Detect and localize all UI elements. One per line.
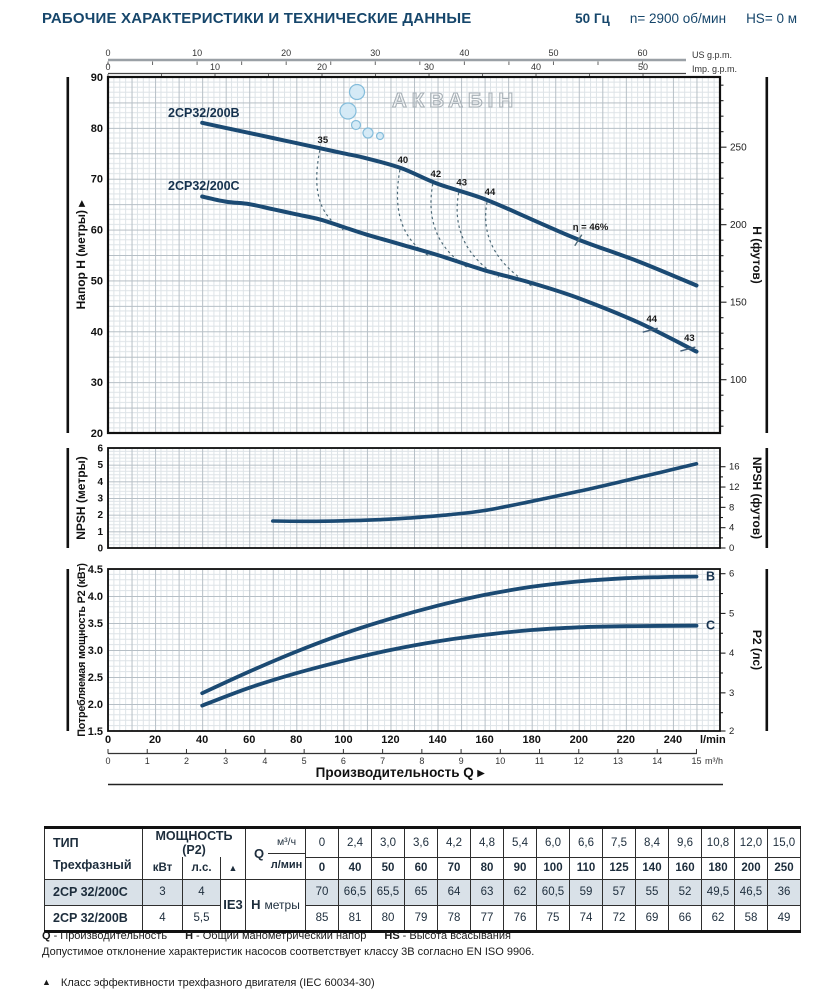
q-m3h-cell: 6,0 [537, 828, 570, 858]
svg-text:30: 30 [424, 62, 435, 72]
svg-text:NPSH (метры): NPSH (метры) [74, 456, 88, 540]
svg-text:5: 5 [97, 460, 103, 472]
svg-text:0: 0 [729, 543, 735, 554]
head-value-cell: 62 [504, 879, 537, 905]
svg-text:20: 20 [317, 62, 328, 72]
q-m3h-cell: 12,0 [735, 828, 768, 858]
q-m3h-cell: 0 [306, 828, 339, 858]
q-lpm-cell: 110 [570, 857, 603, 879]
q-lpm-cell: 0 [306, 857, 339, 879]
svg-text:6: 6 [97, 443, 103, 455]
svg-text:4.0: 4.0 [87, 591, 103, 603]
svg-text:30: 30 [370, 48, 381, 58]
svg-text:20: 20 [90, 428, 103, 440]
svg-text:60: 60 [90, 224, 103, 237]
legend-hs: HS - Высота всасывания [384, 930, 511, 942]
svg-text:2: 2 [97, 510, 103, 522]
page-title: РАБОЧИЕ ХАРАКТЕРИСТИКИ И ТЕХНИЧЕСКИЕ ДАННЫЕ [42, 10, 472, 27]
svg-text:240: 240 [663, 734, 683, 746]
head-value-cell: 69 [636, 905, 669, 931]
svg-text:11: 11 [534, 756, 545, 766]
svg-text:C: C [706, 618, 716, 633]
table-row-200B [45, 905, 801, 931]
kw-header: кВт [143, 857, 183, 879]
svg-text:80: 80 [90, 122, 103, 135]
svg-text:16: 16 [729, 461, 740, 473]
svg-text:50: 50 [548, 48, 559, 58]
svg-text:180: 180 [522, 734, 541, 746]
head-value-cell: 85 [306, 905, 339, 931]
svg-text:1: 1 [97, 526, 103, 538]
svg-text:1: 1 [144, 756, 150, 766]
head-value-cell: 78 [438, 905, 471, 931]
svg-text:Потребляемая мощность P2 (кВт): Потребляемая мощность P2 (кВт) [76, 563, 88, 737]
svg-text:2: 2 [183, 756, 189, 766]
svg-text:90: 90 [90, 72, 103, 84]
table-row-200C [45, 879, 801, 905]
svg-text:44: 44 [646, 314, 658, 326]
q-lpm-cell: 60 [405, 857, 438, 879]
head-value-cell: 81 [339, 905, 372, 931]
head-value-cell: 75 [537, 905, 570, 931]
kw-value: 4 [143, 905, 183, 931]
q-m3h-cell: 8,4 [636, 828, 669, 858]
head-value-cell: 58 [735, 905, 768, 931]
ie-class-badge: IE3 [221, 879, 246, 931]
svg-text:7: 7 [380, 756, 386, 766]
head-value-cell: 66,5 [339, 879, 372, 905]
q-lpm-cell: 180 [702, 857, 735, 879]
svg-text:30: 30 [90, 377, 103, 390]
q-m3h-cell: 4,8 [471, 828, 504, 858]
svg-text:5: 5 [729, 608, 735, 620]
svg-text:15: 15 [691, 756, 702, 766]
svg-text:9: 9 [458, 756, 464, 766]
type-header: ТИП [53, 835, 79, 850]
svg-text:m³/h: m³/h [705, 756, 723, 766]
pump-type: 2CP 32/200C [45, 879, 143, 905]
svg-text:0: 0 [97, 543, 103, 555]
q-m3h-cell: 3,0 [372, 828, 405, 858]
q-lpm-cell: 100 [537, 857, 570, 879]
triangle-icon: ▲ [42, 977, 51, 987]
svg-text:5: 5 [301, 756, 307, 766]
svg-text:50: 50 [90, 275, 103, 288]
svg-text:4: 4 [97, 476, 103, 488]
svg-text:43: 43 [456, 177, 468, 189]
q-label: Q [253, 846, 265, 862]
table-header-row-2 [45, 857, 801, 879]
q-lpm-cell: 70 [438, 857, 471, 879]
frequency-value: 50 Гц [575, 11, 610, 26]
q-m3h-cell: 6,6 [570, 828, 603, 858]
head-value-cell: 46,5 [735, 879, 768, 905]
svg-text:220: 220 [616, 734, 636, 746]
svg-text:100: 100 [730, 375, 747, 387]
footnote-efficiency: ▲ Класс эффективности трехфазного двигателя (IEC 60034-30) [42, 977, 375, 989]
hp-header: л.с. [183, 857, 221, 879]
svg-text:35: 35 [317, 135, 329, 147]
head-value-cell: 36 [768, 879, 801, 905]
svg-text:η = 46%: η = 46% [572, 222, 609, 234]
svg-text:3: 3 [729, 687, 735, 699]
q-m3h-cell: 9,6 [669, 828, 702, 858]
head-value-cell: 66 [669, 905, 702, 931]
svg-text:40: 40 [531, 62, 542, 72]
head-value-cell: 60,5 [537, 879, 570, 905]
svg-text:0: 0 [104, 734, 112, 746]
q-lpm-cell: 40 [339, 857, 372, 879]
svg-text:2CP32/200C: 2CP32/200C [168, 179, 240, 193]
q-lpm-cell: 250 [768, 857, 801, 879]
svg-text:P2 (лс): P2 (лс) [750, 629, 764, 671]
svg-text:4.5: 4.5 [87, 564, 103, 576]
head-value-cell: 55 [636, 879, 669, 905]
head-value-cell: 74 [570, 905, 603, 931]
svg-text:40: 40 [90, 326, 103, 339]
head-value-cell: 59 [570, 879, 603, 905]
svg-text:2: 2 [729, 726, 735, 737]
svg-text:Imp. g.p.m.: Imp. g.p.m. [692, 64, 738, 74]
svg-text:10: 10 [209, 62, 221, 72]
svg-text:3: 3 [223, 756, 229, 766]
q-unit-lpm: л/мин [270, 859, 303, 872]
svg-text:H (футов): H (футов) [750, 226, 764, 284]
kw-value: 3 [143, 879, 183, 905]
technical-data-table [44, 826, 801, 933]
head-value-cell: 65,5 [372, 879, 405, 905]
svg-text:Напор H (метры) ▸: Напор H (метры) ▸ [74, 200, 88, 310]
phase-header: Трехфазный [53, 857, 132, 872]
pump-type: 2CP 32/200B [45, 905, 143, 931]
head-value-cell: 62 [702, 905, 735, 931]
svg-text:40: 40 [459, 48, 470, 58]
head-value-cell: 63 [471, 879, 504, 905]
svg-text:120: 120 [381, 734, 400, 746]
svg-text:NPSH (футов): NPSH (футов) [750, 456, 764, 540]
power-header: МОЩНОСТЬ (P2) [143, 828, 246, 858]
svg-text:l/min: l/min [700, 734, 726, 746]
legend-q: Q - Производительность [42, 930, 168, 942]
hp-value: 4 [183, 879, 221, 905]
q-lpm-cell: 80 [471, 857, 504, 879]
q-m3h-cell: 7,5 [603, 828, 636, 858]
svg-text:4: 4 [262, 756, 268, 766]
q-m3h-cell: 2,4 [339, 828, 372, 858]
svg-text:АКВАБІН: АКВАБІН [392, 89, 519, 112]
svg-text:10: 10 [495, 756, 506, 766]
svg-text:200: 200 [730, 220, 747, 232]
head-value-cell: 79 [405, 905, 438, 931]
svg-text:50: 50 [638, 62, 649, 72]
head-value-cell: 76 [504, 905, 537, 931]
speed-value: n= 2900 об/мин [629, 11, 727, 26]
svg-text:60: 60 [243, 734, 256, 746]
svg-text:100: 100 [334, 734, 353, 746]
svg-text:1.5: 1.5 [87, 726, 103, 738]
svg-text:150: 150 [730, 297, 747, 309]
head-value-cell: 77 [471, 905, 504, 931]
q-lpm-cell: 50 [372, 857, 405, 879]
svg-text:42: 42 [430, 168, 442, 180]
q-lpm-cell: 200 [735, 857, 768, 879]
head-value-cell: 70 [306, 879, 339, 905]
svg-text:12: 12 [573, 756, 584, 766]
table-header-row-1 [45, 828, 801, 858]
svg-text:US g.p.m.: US g.p.m. [692, 50, 733, 60]
svg-text:3.0: 3.0 [87, 645, 103, 657]
head-value-cell: 57 [603, 879, 636, 905]
svg-text:80: 80 [290, 734, 303, 746]
svg-text:43: 43 [684, 333, 695, 345]
svg-text:60: 60 [637, 48, 648, 58]
q-m3h-cell: 5,4 [504, 828, 537, 858]
q-m3h-cell: 3,6 [405, 828, 438, 858]
type-header-cell [45, 828, 143, 880]
svg-text:2.5: 2.5 [87, 672, 103, 684]
technical-data-table-wrap [44, 826, 800, 933]
svg-text:140: 140 [428, 734, 447, 746]
suction-head-value: HS= 0 м [746, 11, 797, 26]
h-row-label [246, 879, 306, 931]
svg-text:20: 20 [148, 734, 162, 746]
svg-text:10: 10 [192, 48, 203, 58]
svg-text:6: 6 [729, 568, 735, 580]
svg-text:2CP32/200B: 2CP32/200B [168, 106, 240, 120]
svg-text:4: 4 [729, 648, 735, 660]
head-value-cell: 80 [372, 905, 405, 931]
svg-text:8: 8 [729, 502, 735, 514]
hp-value: 5,5 [183, 905, 221, 931]
footnote-tolerance: Допустимое отклонение характеристик насосов соответствует классу 3B согласно EN ISO 9906. [42, 946, 535, 958]
efficiency-class-marker-icon: ▲ [221, 857, 246, 879]
q-m3h-cell: 15,0 [768, 828, 801, 858]
head-value-cell: 49,5 [702, 879, 735, 905]
svg-text:3: 3 [97, 493, 103, 505]
svg-text:6: 6 [340, 756, 346, 766]
head-value-cell: 64 [438, 879, 471, 905]
q-lpm-cell: 125 [603, 857, 636, 879]
svg-text:70: 70 [90, 173, 103, 186]
svg-text:2.0: 2.0 [87, 699, 103, 711]
svg-text:4: 4 [729, 522, 735, 534]
h-unit: метры [264, 898, 300, 912]
svg-text:Производительность Q ▸: Производительность Q ▸ [315, 765, 485, 780]
q-m3h-cell: 10,8 [702, 828, 735, 858]
q-header-cell [246, 828, 306, 880]
head-value-cell: 52 [669, 879, 702, 905]
svg-text:14: 14 [652, 756, 663, 766]
svg-text:0: 0 [105, 62, 111, 72]
svg-text:3.5: 3.5 [87, 618, 103, 630]
svg-text:200: 200 [569, 734, 588, 746]
q-lpm-cell: 90 [504, 857, 537, 879]
svg-text:8: 8 [419, 756, 425, 766]
svg-text:40: 40 [196, 734, 209, 746]
svg-text:12: 12 [729, 482, 740, 494]
q-lpm-cell: 140 [636, 857, 669, 879]
svg-text:160: 160 [475, 734, 494, 746]
head-value-cell: 72 [603, 905, 636, 931]
svg-text:B: B [706, 569, 716, 584]
svg-text:44: 44 [484, 187, 496, 199]
q-unit-m3h: м³/ч [268, 831, 305, 854]
svg-text:0: 0 [105, 48, 111, 58]
head-value-cell: 65 [405, 879, 438, 905]
svg-text:13: 13 [612, 756, 624, 766]
q-lpm-cell: 160 [669, 857, 702, 879]
q-m3h-cell: 4,2 [438, 828, 471, 858]
legend-h: H - Общий манометрический напор [185, 930, 367, 942]
h-symbol: H [251, 897, 261, 912]
svg-text:20: 20 [281, 48, 292, 58]
head-value-cell: 49 [768, 905, 801, 931]
footnote-legend [42, 930, 529, 942]
svg-text:250: 250 [730, 142, 747, 154]
svg-text:0: 0 [105, 756, 111, 766]
svg-text:40: 40 [397, 154, 409, 166]
